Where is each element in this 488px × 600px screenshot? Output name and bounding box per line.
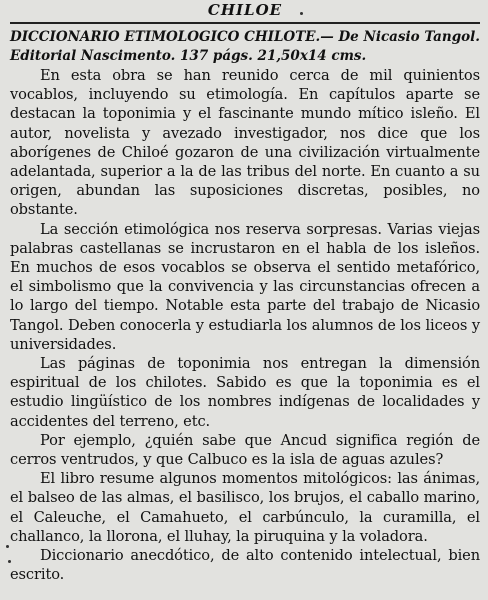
- paragraph-3: Las páginas de toponimia nos entregan la dimensión espiritual de los chilotes. Sabido es que la toponimia es el estudio lingüístico de los nombres indígenas de localidades y accidentes del terreno, etc.: [10, 355, 480, 430]
- review-header: DICCIONARIO ETIMOLOGICO CHILOTE.— De Nicasio Tangol. Editorial Nascimento. 137 págs. 21,50x14 cms.: [10, 29, 480, 64]
- ink-speck: [300, 12, 303, 15]
- paragraph-4: Por ejemplo, ¿quién sabe que Ancud significa región de cerros ventrudos, y que Calbuco es la isla de aguas azules?: [10, 431, 480, 469]
- section-title: CHILOE: [207, 1, 283, 19]
- ink-speck: [6, 545, 9, 548]
- paragraph-1: En esta obra se han reunido cerca de mil quinientos vocablos, incluyendo su etimología. En capítulos aparte se destacan la toponimia y el fascinante mundo mítico isleño. El autor, novelista y avezado investigador, nos dice que los aborígenes de Chiloé gozaron de una civilización virtualmente adelantada, superior a la de las tribus del norte. En cuanto a su origen, abundan las suposiciones discretas, posibles, no obstante.: [10, 67, 480, 219]
- paragraph-2: La sección etimológica nos reserva sorpresas. Varias viejas palabras castellanas se incrustaron en el habla de los isleños. En muchos de esos vocablos se observa el sentido metafórico, el simbolismo que la convivencia y las circunstancias ofrecen a lo largo del tiempo. Notable esta parte del trabajo de Nicasio Tangol. Deben conocerla y estudiarla los alumnos de los liceos y universidades.: [10, 220, 480, 353]
- paragraph-6: Diccionario anecdótico, de alto contenido intelectual, bien escrito.: [10, 547, 480, 584]
- header-rule: [10, 22, 480, 24]
- ink-speck: [8, 560, 11, 563]
- paragraph-5: El libro resume algunos momentos mitológicos: las ánimas, el balseo de las almas, el basilisco, los brujos, el caballo marino, el Caleuche, el Camahueto, el carbúnculo, la curamilla, el challanco, la llorona, el lluhay, la piruquina y la voladora.: [10, 470, 480, 545]
